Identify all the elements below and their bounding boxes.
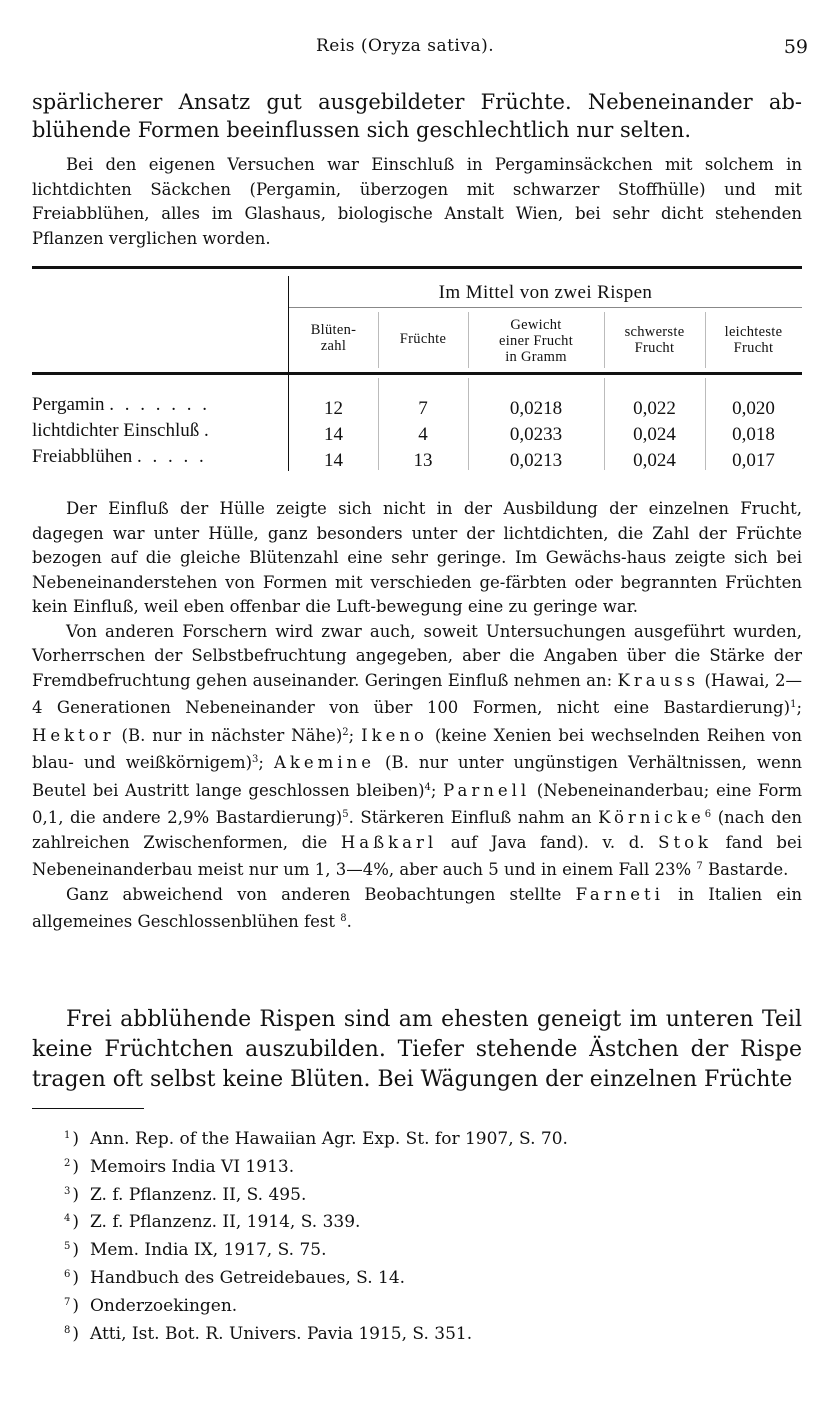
table-cell: 0,020	[732, 398, 775, 419]
paragraph-huelle: Der Einfluß der Hülle zeigte sich nicht in der Ausbildung der einzelnen Frucht, dagegen war unter Hülle, ganz besonders unter der lichtdichten, die Zahl der Früchte bezogen auf die gleiche Blütenzahl eine sehr geringe. Im Gewächs-haus zeigte sich bei Nebeneinanderstehen von Formen mit verschieden ge-färbten oder begrannten Früchten kein Einfluß, weil eben offenbar die Luft-bewegung eine zu geringe war.	[32, 499, 802, 616]
body-text	[32, 497, 802, 935]
column-header-bluetenzahl: Blüten- zahl	[310, 322, 357, 354]
column-header-fruechte: Früchte	[399, 331, 447, 347]
footnote: $^4$ ) Z. f. Pflanzenz. II, 1914, S. 339.	[64, 1212, 361, 1233]
span-header-rule	[289, 307, 802, 308]
running-title: Reis (Oryza sativa).	[316, 36, 495, 56]
column-header-gewicht: Gewicht einer Frucht in Gramm	[498, 317, 574, 365]
span-header: Im Mittel von zwei Rispen	[438, 282, 653, 303]
row-label-lichtdichter-einschluss: lichtdichter Einschluß .	[32, 420, 212, 441]
table-cell: 4	[418, 424, 428, 445]
paragraph-forscher: Von anderen Forschern wird zwar auch, soweit Untersuchungen ausgeführt wurden, Vorherrschen der Selbstbefruchtung angegeben, aber die Angaben über die Stärke der Fremdbefruchtung gehen auseinander. Geringen Einfluß nehmen an: Krauss (Hawai, 2—4 Generationen Nebeneinander von über 100 Formen, nicht eine Bastardierung)$^1$; Hektor (B. nur in nächster Nähe)$^2$; Ikeno (keine Xenien bei wechselnden Reihen von blau- und weißkörnigem)$^3$; Akemine (B. nur unter ungünstigen Verhältnissen, wenn Beutel bei Austritt lange geschlossen bleiben)$^4$; Parnell (Nebeneinanderbau; eine Form 0,1, die andere 2,9% Bastardierung)$^5$. Stärkeren Einfluß nahm an Körnicke$^6$ (nach den zahlreichen Zwischenformen, die Haßkarl auf Java fand). v. d. Stok fand bei Nebeneinanderbau meist nur um 1, 3—4%, aber auch 5 und in einem Fall 23% $^7$ Bastarde.	[32, 621, 803, 879]
page-header	[0, 36, 830, 62]
table-cell: 0,017	[732, 450, 775, 471]
table-cell: 0,022	[633, 398, 676, 419]
column-header-leichteste: leichteste Frucht	[724, 324, 783, 356]
page-number: 59	[783, 36, 808, 58]
tail-paragraph: Frei abblühende Rispen sind am ehesten geneigt im unteren Teil keine Früchtchen auszubilden. Tiefer stehende Ästchen der Rispe tragen oft selbst keine Blüten. Bei Wägungen der einzelnen Früchte	[32, 1007, 802, 1092]
table-cell: 0,018	[732, 424, 775, 445]
footnote: $^3$ ) Z. f. Pflanzenz. II, S. 495.	[64, 1184, 307, 1205]
table-header-rule	[32, 372, 802, 375]
lead-paragraph: spärlicherer Ansatz gut ausgebildeter Früchte. Nebeneinander ab-blühende Formen beeinflussen sich geschlechtlich nur selten.	[32, 90, 802, 142]
results-table	[32, 266, 802, 476]
table-cell: 0,0233	[509, 424, 563, 445]
footnote: $^2$ ) Memoirs India VI 1913.	[64, 1156, 295, 1177]
table-top-rule	[32, 266, 802, 269]
table-cell: 12	[324, 398, 343, 419]
row-label-freiabbluehen: Freiabblühen . . . . .	[32, 446, 207, 467]
row-label-pergamin: Pergamin . . . . . . .	[32, 394, 210, 415]
table-cell: 0,024	[633, 424, 676, 445]
footnote: $^8$ ) Atti, Ist. Bot. R. Univers. Pavia 1915, S. 351.	[64, 1323, 473, 1344]
table-cell: 13	[413, 450, 433, 471]
table-cell: 14	[324, 450, 343, 471]
footnote: $^6$ ) Handbuch des Getreidebaues, S. 14.	[64, 1267, 406, 1288]
footnote: $^5$ ) Mem. India IX, 1917, S. 75.	[64, 1240, 327, 1261]
table-cell: 7	[418, 398, 428, 419]
footnotes	[64, 1124, 568, 1346]
footnote: $^1$ ) Ann. Rep. of the Hawaiian Agr. Exp. St. for 1907, S. 70.	[64, 1129, 568, 1149]
footnote-rule	[32, 1108, 144, 1109]
table-cell: 0,024	[633, 450, 676, 471]
table-cell: 0,0218	[509, 398, 563, 419]
column-header-schwerste: schwerste Frucht	[624, 324, 685, 356]
footnote: $^7$ ) Onderzoekingen.	[64, 1295, 238, 1316]
paragraph-farneti: Ganz abweichend von anderen Beobachtungen stellte Farneti in Italien ein allgemeines Geschlossenblühen fest $^8$.	[32, 884, 803, 931]
experiment-paragraph: Bei den eigenen Versuchen war Einschluß in Pergaminsäckchen mit solchem in lichtdichten Säckchen (Pergamin, überzogen mit schwarzer Stoffhülle) und mit Freiabblühen, alles im Glashaus, biologische Anstalt Wien, bei sehr dicht stehenden Pflanzen verglichen worden.	[32, 155, 802, 248]
table-cell: 14	[324, 424, 343, 445]
table-cell: 0,0213	[509, 450, 563, 471]
